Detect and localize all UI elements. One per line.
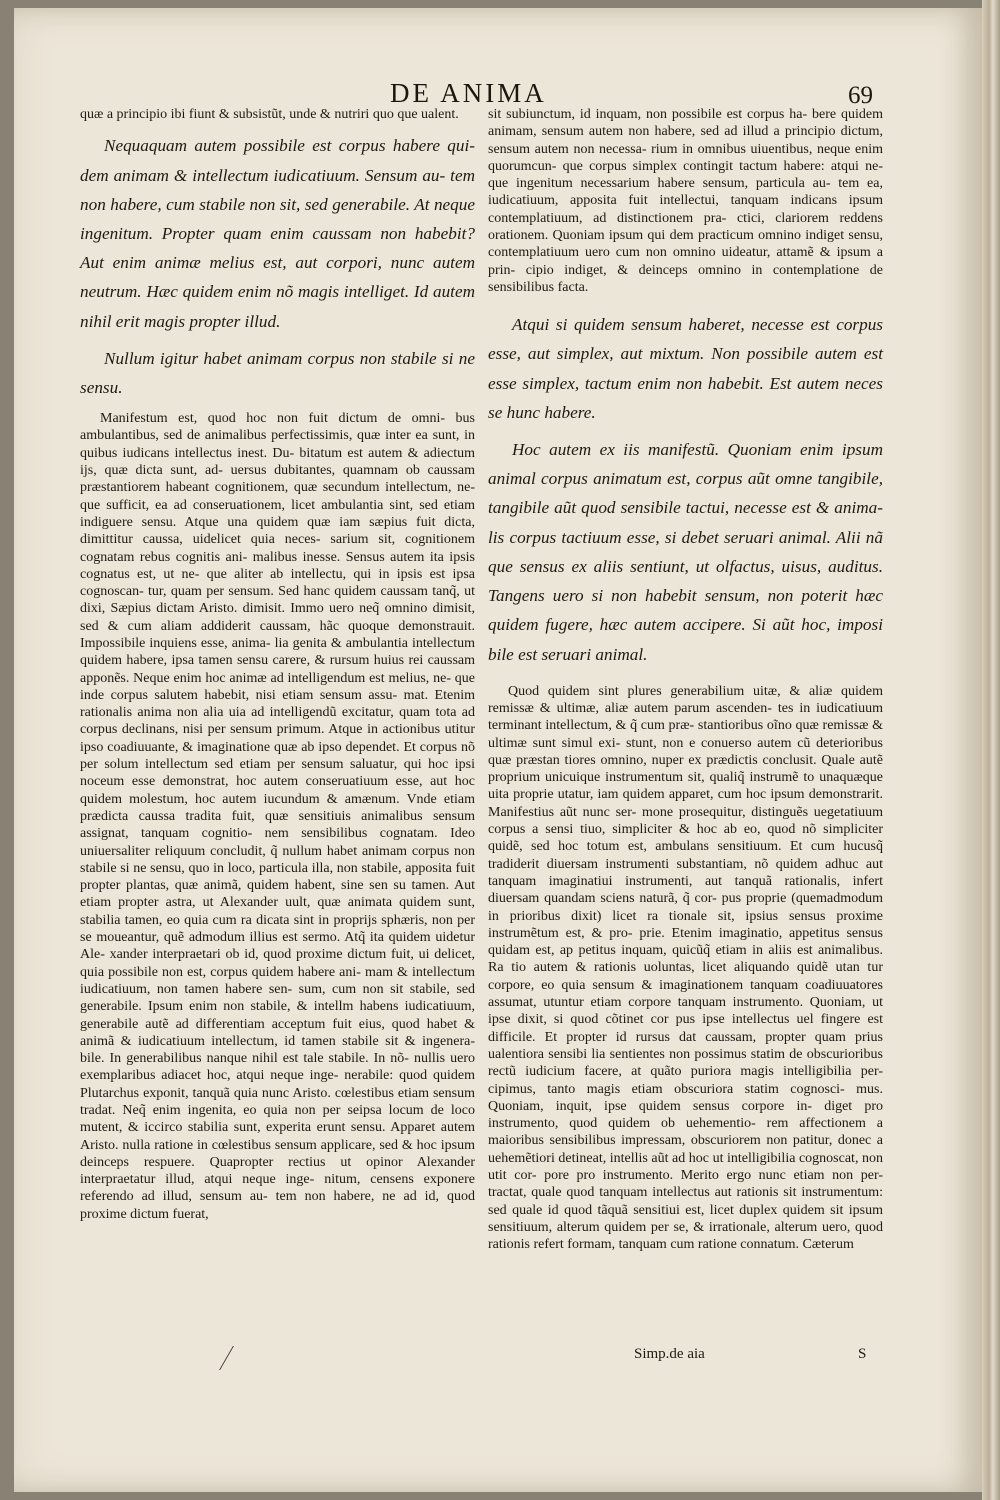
aristotle-lemma: Nullum igitur habet animam corpus non stabile si ne sensu. — [80, 348, 475, 397]
commentary-continuation: quæ a principio ibi fiunt & subsistũt, unde & nutriri quo que ualent. — [80, 107, 459, 122]
aristotle-lemma: Hoc autem ex iis manifestũ. Quoniam enim ipsum animal corpus animatum est, corpus aũt omne tangibile, tangibile aũt quod sensibile tactui, necesse est & anima- lis corpus tactiuum esse, si debet seruari animal. Alii nã que sensus ex aliis sentiunt, ut olfactus, uisus, auditus. Tangens uero si non habebit sensum, non poterit hæc quidem fugere, hæc autem accipere. Si aũt hoc, imposi bile est seruari animal. — [488, 440, 883, 664]
page-footer — [0, 1346, 1000, 1370]
aristotle-lemma: Nequaquam autem possibile est corpus habere qui- dem animam & intellectum iudicatiuum. Sensum au- tem non habere, cum stabile non sit, sed generabile. At neque ingenitum. Propter quam enim caussam non habebit? Aut enim animæ melius est, aut corpori, nunc autem neutrum. Hæc quidem enim nõ magis intelliget. Id autem nihil erit magis propter illud. — [80, 136, 475, 331]
signature-letter: S — [858, 1346, 867, 1362]
right-column — [488, 106, 883, 1254]
signature-mark: Simp.de aia — [634, 1346, 705, 1362]
page-number: 69 — [848, 82, 873, 109]
running-title: DE ANIMA — [390, 78, 547, 108]
left-column — [80, 106, 475, 1223]
aristotle-lemma: Atqui si quidem sensum haberet, necesse est corpus esse, aut simplex, aut mixtum. Non possibile autem est esse simplex, tactum enim non habebit. Est autem neces se hunc habere. — [488, 315, 883, 422]
commentary-paragraph: Manifestum est, quod hoc non fuit dictum de omni- bus ambulantibus, sed de animalibus perfectissimis, quæ inter ea sunt, in quibus iudicans intellectus inest. Du- bitatum est autem & adiectum ijs, quæ dicta sunt, ad- uersus dubitantes, quamnam ob caussam præstantiorem habeant cognitionem, quæ secundum intellectum, ne- que sufficit, ea ad conseruationem, licet ambulantia sint, sed etiam indiguere sensu. Atque una quidem quæ iam sæpius fuit dicta, dimittitur caussa, uidelicet quia neces- sarium sit, cognitionem cognatam rebus cognitis ani- malibus inesse. Sensus autem ita ipsis cognatus est, ut ne- que aliter ab intellectu, qui in ipsis est ipsa cognoscan- tur, quam per sensum. Sed hanc quidem caussam tanq̃, ut dixi, Sæpius dictam Aristo. dimisit. Immo uero neq̃ omnino dimisit, sed & cum aliam addiderit caussam, hãc quoque demonstrauit. Impossibile inquiens esse, anima- lia genita & ambulantia intellectum quidem habere, ipsa tamen sensu carere, & rursum huius rei caussam apponẽs. Neque enim hoc animæ ad intelligendum est melius, ne- que inde corpus salutem habebit, nisi etiam sensum assu- mat. Etenim rationalis anima non alia uia ad intelligendũ excitatur, quam tota ad corpus declinans, nisi per sensum primum. Atque in actionibus utitur ipso coadiuuante, & imaginatione quæ ab ipso dependet. Et corpus nõ per solum intellectum sed etiam per sensum saluatur, qui hoc ipsi noceum esse demonstrat, hoc autem conseruatiuum esse, aut hoc quidem molestum, hoc autem iucundum & amænum. Vnde etiam prædicta caussa tradita fuit, quæ sensitiuis animalibus sensum assignat, tanquam cognitio- nem sensibilibus cognatam. Ideo uniuersaliter reliquum concludit, q̃ nullum habet animam corpus non stabile si ne sensu, quo in loco, particula illa, non stabile, apposita fuit propter plantas, quæ animã, quidem habent, sine sen su tamen. Aut etiam propter astra, ut Alexander uult, quæ animata quidem sunt, stabilia tamen, eo quia cum ra dicata sint in proprijs sphæris, non per se moueantur, quẽ admodum illius est sermo. Atq̃ ita quidem uidetur Ale- xander interpraetari ob id, quod proxime dictum fuit, ui delicet, quia possibile non est, corpus quidem habere ani- mam & intellectum iudicatiuum, non tamen habere sen- sum, cum non sit stabile, sed generabile. Ipsum enim non stabile, & intellm habens iudicatiuum, generabile autẽ ad differentiam acceptum fuit eius, quod habet & animã & iudicatiuum intellectum, id tamen stabile sit & ingenera- bile. In generabilibus nanque nihil est tale stabile. In nõ- nullis uero exemplaribus adiacet hoc, atqui neque inge- nerabile: quod quidem Plutarchus exponit, tanquã quia nunc Aristo. cœlestibus etiam sensum tradat. Neq̃ enim ingenita, eo quia non per seipsa locum de loco mutent, & iccirco stabilia sunt, experita erunt sensu. Apparet autem Aristo. nulla ratione in cœlestibus sensum applicare, sed & hoc ipsum deinceps respuere. Quapropter rectius ut opinor Alexander interpraetatur illud, atqui neque inge- nitum, censens exponere referendo ad illud, sensum au- tem non habere, ne ad id, quod proxime dictum fuerat, — [80, 411, 475, 1222]
commentary-continuation: sit subiunctum, id inquam, non possibile est corpus ha- bere quidem animam, sensum autem non habere, sed ad illud a principio dictum, sensum autem non necessa- rium in omnibus uiuentibus, neque enim quorumcun- que corpus simplex contingit tactum habere: atqui ne- que ingenitum necessarium habere sensum, particula au- tem ea, iudicatiuum, apposita fuit intellectui, tanquam indicans ipsum contemplatiuum, ad distinctionem pra- ctici, clariorem reddens orationem. Quoniam ipsum qui dem practicum omnino indiget sensu, contemplatiuum uero cum non omnino uideatur, attamẽ & ipsum a prin- cipio indiget, & deinceps omnino in contemplatione de sensibilibus facta. — [488, 107, 883, 295]
commentary-paragraph: Quod quidem sint plures generabilium uitæ, & aliæ quidem remissæ & ultimæ, aliæ autem parum ascenden- tes in iudicatiuum terminant intellectum, & q̃ cum præ- stantioribus oĩno quæ remissæ & ultimæ sunt simul exi- stunt, non e conuerso autem cũ deterioribus quæ præstan tiores omnino, nuper ex prædictis conclusit. Quale autẽ proprium unicuique instrumentum sit, qualiq̃ instrumẽ to unaquæque uita proprie utatur, iam quidem apparet, cum hoc ipsum demonstrarit. Manifestius aũt nunc ser- mone prosequitur, distinguẽs uegetatiuum corpus a sensi tiuo, simpliciter & hoc ab eo, quod nõ simpliciter quidẽ, sed hoc totum est, ambulans sensitiuum. Et cum hucusq̃ tradiderit diuersam instrumenti substantiam, nõ quidem adhuc aut tanquam imaginatiui instrumenti, aut tanquã rationalis, infert diuersam quandam sciens naturã, q̃ cor- pus proprie (quemadmodum in prioribus dixit) licet ra tionale sit, ipsius sensus proxime instrumẽtum est, & pro- prie. Etenim imaginatio, appetitus sensus quidam est, ap petitus inquam, quicũq̃ etiam in aliis est animalibus. Ra tio autem & rationis uoluntas, licet aliquando quidẽ utan tur corpore, eo quia sensum & imaginationem tanquam coadiuuatores assumat, utuntur etiam corpore tanquam instrumento. Quoniam, ut ipse dixit, si quod cõtinet cor pus ipse intellectus uel fingere est difficile. Et propter id rursus dat caussam, propter quam prius ualentiora sensibi lia sentientes non possimus statim de obscurioribus rectũ iudicium facere, at quãto puriora magis intelligibilia per- cipimus, tanto magis etiam obscuriora statim cognosci- mus. Quoniam, inquit, ipse quidem sensus corpore in- diget pro instrumento, quod quidem ob uehementio- rem affectionem a maioribus sensibilibus impressam, obscuriorem non patitur, donec a uehemẽtiori detineat, intellis aũt ad hoc ut intelligibilia cognoscat, non utit cor- pore pro instrumento. Merito ergo nunc etiam non per- tractat, quale quod tanquam intellectus aut rationis sit instrumentum: sed quale id quod tãquã sensitiui est, licet duplex quidem sit ipsum sensitiuum, alterum quidem per se, & irrationale, alterum uero, quod rationis refert formam, tanquam cum ratione connatum. Cæterum — [488, 683, 883, 1253]
page-edge — [982, 0, 1000, 1500]
